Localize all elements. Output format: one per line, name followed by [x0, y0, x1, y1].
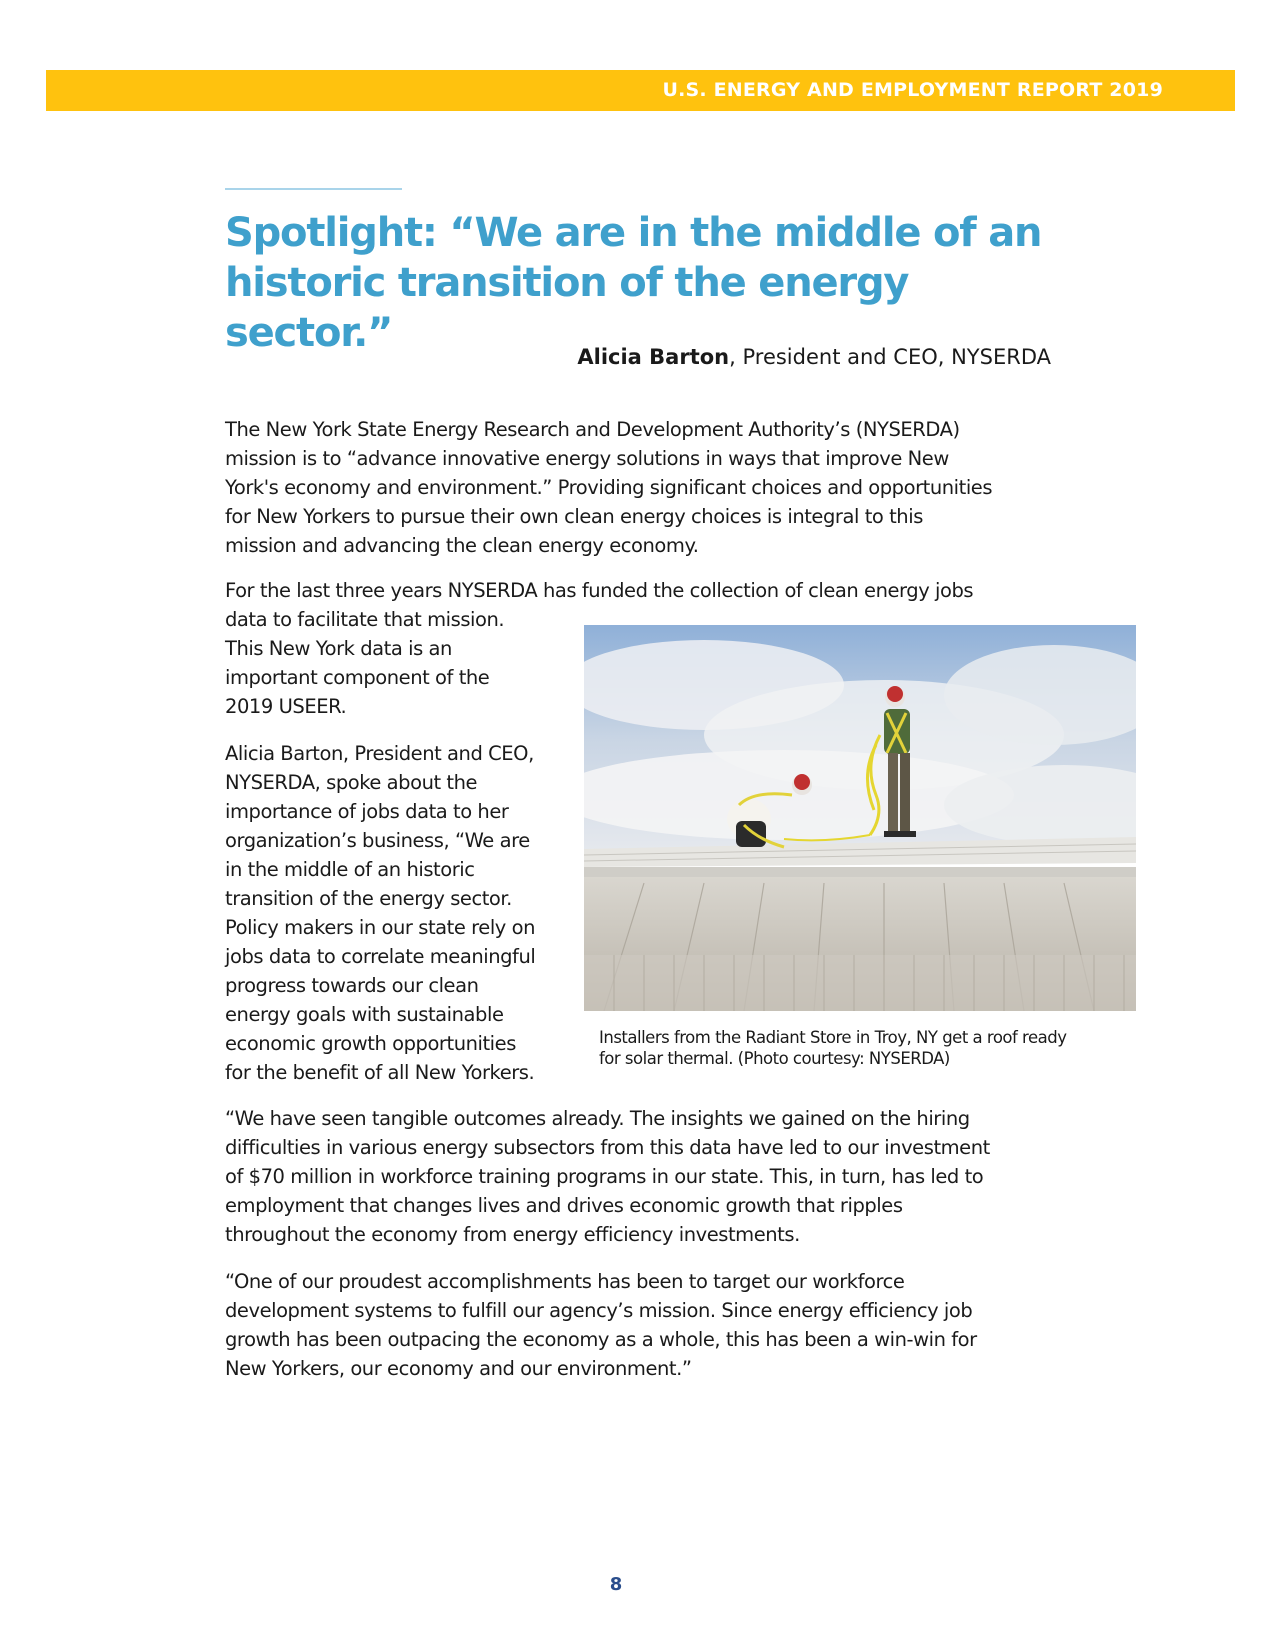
text-line: progress towards our clean [225, 974, 479, 997]
paragraph-funding-first-line [225, 576, 1055, 605]
text-line: New Yorkers, our economy and our environment.” [225, 1357, 692, 1380]
text-line: The New York State Energy Research and Development Authority’s (NYSERDA) [225, 418, 960, 441]
caption-line-1: Installers from the Radiant Store in Troy, NY get a roof ready [599, 1028, 1067, 1047]
paragraph-accomplishments [225, 1267, 1055, 1383]
paragraph-mission [225, 415, 1055, 560]
text-line: importance of jobs data to her [225, 800, 509, 823]
text-line: of $70 million in workforce training programs in our state. This, in turn, has led to [225, 1165, 984, 1188]
text-line: in the middle of an historic [225, 858, 475, 881]
text-line: for New Yorkers to pursue their own clean energy choices is integral to this [225, 505, 923, 528]
page-number: 8 [609, 1574, 623, 1595]
report-title: U.S. ENERGY AND EMPLOYMENT REPORT 2019 [662, 79, 1163, 101]
text-line: Alicia Barton, President and CEO, [225, 742, 534, 765]
text-line: “We have seen tangible outcomes already. The insights we gained on the hiring [225, 1107, 970, 1130]
header-band [46, 70, 1235, 111]
text-line: data to facilitate that mission. [225, 608, 505, 631]
quote-attribution [225, 343, 1051, 371]
installers-photo [584, 625, 1136, 1011]
paragraph-outcomes [225, 1104, 1055, 1249]
text-line: “One of our proudest accomplishments has been to target our workforce [225, 1270, 905, 1293]
text-line: This New York data is an [225, 637, 452, 660]
spotlight-title [225, 208, 1055, 358]
text-line: transition of the energy sector. [225, 887, 512, 910]
text-line: throughout the economy from energy efficiency investments. [225, 1223, 800, 1246]
text-line: employment that changes lives and drives economic growth that ripples [225, 1194, 903, 1217]
text-line: jobs data to correlate meaningful [225, 945, 536, 968]
paragraph-barton-quote [225, 739, 565, 1087]
attribution-name: Alicia Barton [577, 345, 730, 369]
text-line: economic growth opportunities [225, 1032, 516, 1055]
caption-line-2: for solar thermal. (Photo courtesy: NYSERDA) [599, 1049, 950, 1068]
text-line: development systems to fulfill our agency’s mission. Since energy efficiency job [225, 1299, 973, 1322]
text-line: for the benefit of all New Yorkers. [225, 1061, 535, 1084]
text-line: NYSERDA, spoke about the [225, 771, 478, 794]
text-line: York's economy and environment.” Providing significant choices and opportunities [225, 476, 993, 499]
text-line: organization’s business, “We are [225, 829, 530, 852]
text-line: growth has been outpacing the economy as a whole, this has been a win-win for [225, 1328, 977, 1351]
attribution-role: , President and CEO, NYSERDA [729, 345, 1051, 369]
title-line-1: Spotlight: “We are in the middle of an [225, 210, 1042, 256]
text-line: mission and advancing the clean energy economy. [225, 534, 699, 557]
text-line: 2019 USEER. [225, 695, 347, 718]
text-line: difficulties in various energy subsectors from this data have led to our investment [225, 1136, 990, 1159]
text-line: important component of the [225, 666, 490, 689]
text-line: Policy makers in our state rely on [225, 916, 536, 939]
text-line: mission is to “advance innovative energy solutions in ways that improve New [225, 447, 949, 470]
paragraph-funding [225, 605, 555, 721]
title-line-2: historic transition of the energy sector.” [225, 260, 909, 356]
text-line: For the last three years NYSERDA has funded the collection of clean energy jobs [225, 579, 974, 602]
photo-caption [599, 1027, 1139, 1069]
text-line: energy goals with sustainable [225, 1003, 504, 1026]
title-accent-rule [225, 188, 402, 190]
